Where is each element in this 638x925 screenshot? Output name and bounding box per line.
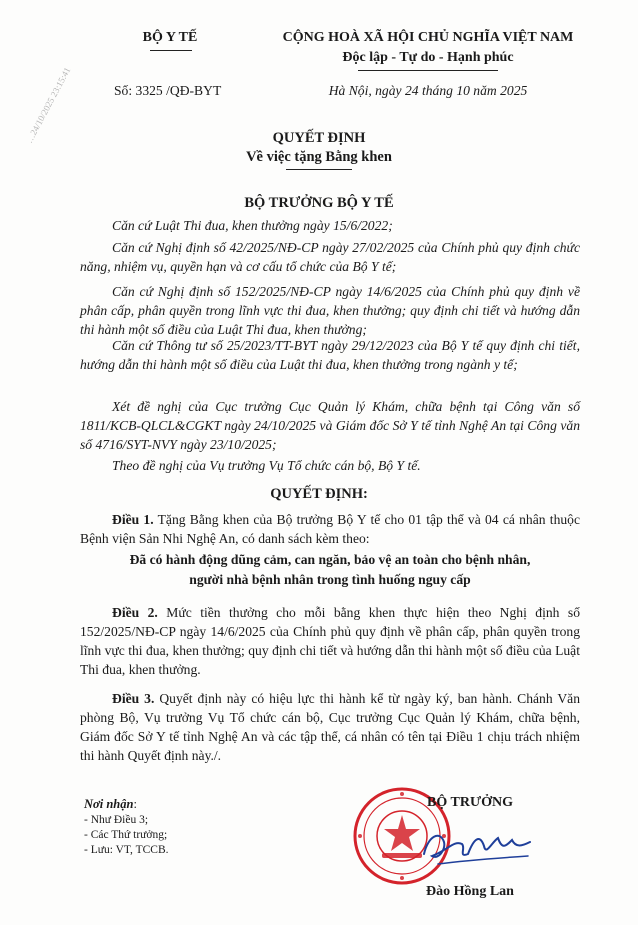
citation-line-2: người nhà bệnh nhân trong tình huống nguy cấp (189, 572, 471, 587)
recipients-heading-label: Nơi nhận (84, 797, 134, 811)
article-1-label: Điều 1. (112, 512, 154, 527)
document-number: Số: 3325 /QĐ-BYT (114, 83, 222, 98)
preamble-circular-25: Căn cứ Thông tư số 25/2023/TT-BYT ngày 29/12/2023 của Bộ Y tế quy định chi tiết, hướng dẫn thi hành một số điều của Luật thi đua, khen thưởng trong ngành y tế; (80, 338, 580, 372)
recipient-item: - Các Thứ trưởng; (84, 829, 168, 841)
article-2-label: Điều 2. (112, 605, 158, 620)
article-2-text: Mức tiền thưởng cho mỗi bằng khen thực hiện theo Nghị định số 152/2025/NĐ-CP ngày 14/6/2025 của Chính phủ quy định về phân cấp, phân quyền trong lĩnh vực thi đua, khen thưởng; quy định chi tiết và hướng dẫn thi hành một số điều của Luật Thi đua, khen thưởng. (80, 605, 581, 677)
article-2 (80, 603, 580, 679)
motto-underline (358, 70, 498, 71)
country-name: CỘNG HOÀ XÃ HỘI CHỦ NGHĨA VIỆT NAM (282, 30, 574, 45)
article-1-text: Tặng Bằng khen của Bộ trưởng Bộ Y tế cho 01 tập thể và 04 cá nhân thuộc Bệnh viện Sản Nhi Nghệ An, có danh sách kèm theo: (80, 512, 580, 546)
document-subject: Về việc tặng Bằng khen (246, 149, 392, 165)
decision-heading: QUYẾT ĐỊNH: (270, 486, 368, 502)
document-title: QUYẾT ĐỊNH (272, 130, 366, 146)
preamble-law: Căn cứ Luật Thi đua, khen thưởng ngày 15/6/2022; (112, 218, 393, 233)
digital-signature-watermark: …24/10/2025 23:15:41 (24, 65, 73, 145)
article-3-label: Điều 3. (112, 691, 155, 706)
ministry-name: BỘ Y TẾ (142, 30, 198, 45)
preamble-proposal: Xét đề nghị của Cục trưởng Cục Quản lý Khám, chữa bệnh tại Công văn số 1811/KCB-QLCL&CGKT ngày 24/10/2025 và Giám đốc Sở Y tế tỉnh Nghệ An tại Công văn số 4716/SYT-NVY ngày 23/10/2025; (80, 399, 580, 452)
ministry-underline (150, 50, 192, 51)
title-underline (286, 169, 352, 170)
signer-name: Đào Hồng Lan (426, 884, 514, 899)
preamble-decree-152: Căn cứ Nghị định số 152/2025/NĐ-CP ngày 14/6/2025 của Chính phủ quy định về phân cấp, phân quyền trong lĩnh vực thi đua, khen thưởng; quy định chi tiết và hướng dẫn thi hành một số điều của Luật Thi đua, khen thưởng; (80, 284, 580, 337)
recipients-heading (84, 797, 137, 812)
recipient-item: - Như Điều 3; (84, 814, 149, 826)
national-motto: Độc lập - Tự do - Hạnh phúc (342, 50, 514, 65)
signer-title: BỘ TRƯỞNG (427, 795, 513, 810)
preamble-recommendation: Theo đề nghị của Vụ trưởng Vụ Tổ chức cán bộ, Bộ Y tế. (112, 458, 421, 473)
article-3-text: Quyết định này có hiệu lực thi hành kể từ ngày ký, ban hành. Chánh Văn phòng Bộ, Vụ trưởng Vụ Tổ chức cán bộ, Cục trưởng Cục Quản lý Khám, chữa bệnh, Giám đốc Sở Y tế tỉnh Nghệ An và các tập thể, cá nhân có tên tại Điều 1 chịu trách nhiệm thi hành Quyết định này./. (80, 691, 581, 763)
issuing-authority: BỘ TRƯỞNG BỘ Y TẾ (244, 195, 394, 211)
place-and-date: Hà Nội, ngày 24 tháng 10 năm 2025 (328, 83, 528, 98)
recipients-heading-colon: : (133, 797, 137, 811)
article-1 (80, 510, 580, 548)
handwritten-signature-icon (418, 816, 538, 876)
citation-line-1: Đã có hành động dũng cảm, can ngăn, bảo vệ an toàn cho bệnh nhân, (129, 552, 531, 567)
recipient-item: - Lưu: VT, TCCB. (84, 844, 169, 856)
article-3 (80, 689, 580, 765)
preamble-decree-42: Căn cứ Nghị định số 42/2025/NĐ-CP ngày 27/02/2025 của Chính phủ quy định chức năng, nhiệm vụ, quyền hạn và cơ cấu tổ chức của Bộ Y tế; (80, 240, 580, 274)
